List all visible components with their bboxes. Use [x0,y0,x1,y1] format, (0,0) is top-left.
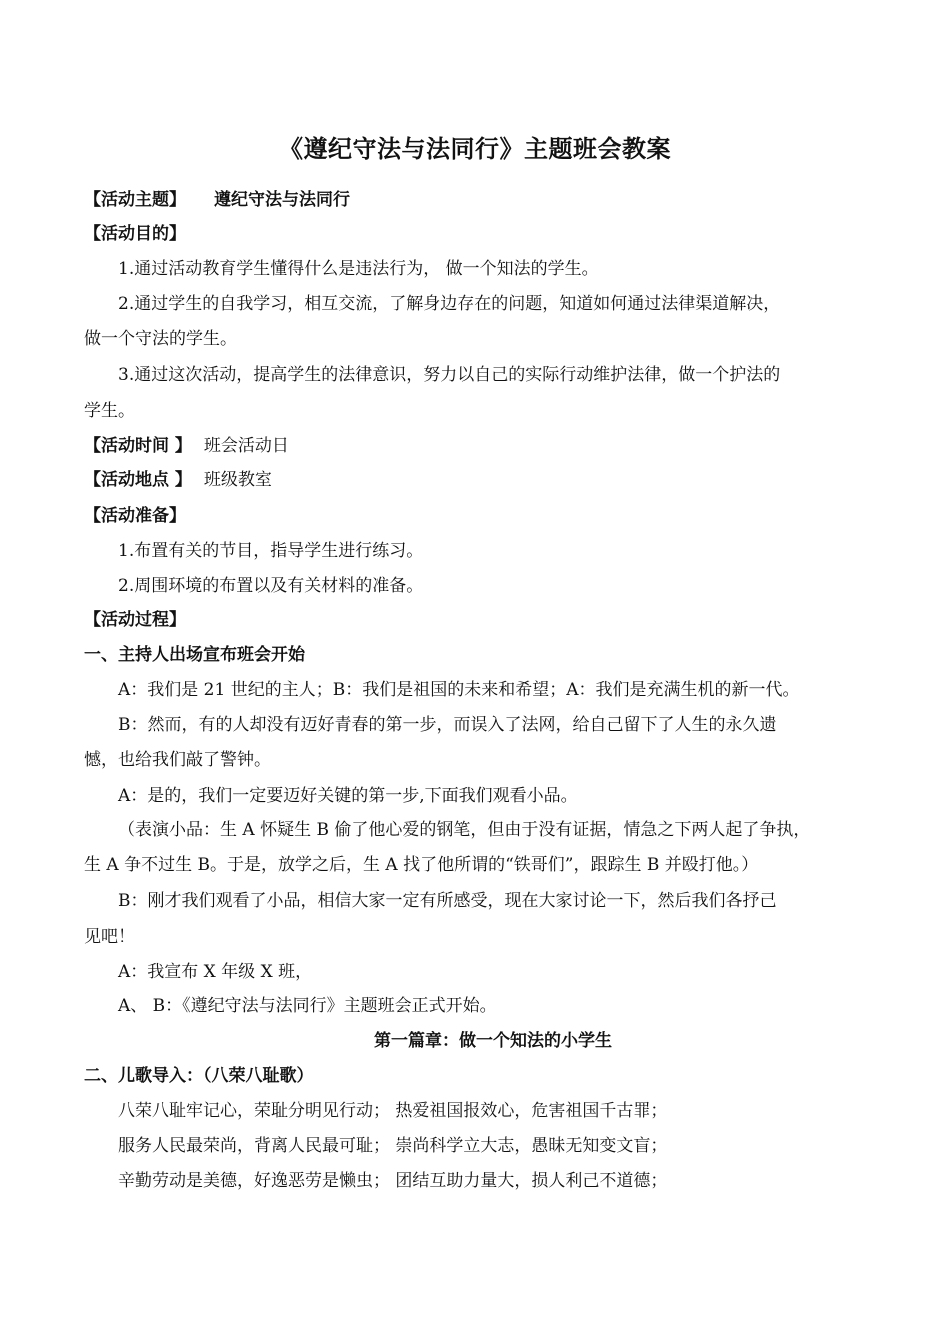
dialogue-paragraph-5-line-1: B：刚才我们观看了小品，相信大家一定有所感受，现在大家讨论一下，然后我们各抒己 [118,891,777,911]
activity-theme-label: 【活动主题】 [84,190,186,210]
prep-item-2: 2.周围环境的布置以及有关材料的准备。 [118,576,424,596]
dialogue-paragraph-7: A、 B：《遵纪守法与法同行》主题班会正式开始。 [118,996,497,1016]
dialogue-paragraph-2-line-2: 憾，也给我们敲了警钟。 [84,750,271,770]
purpose-item-2-line-1: 2.通过学生的自我学习，相互交流，了解身边存在的问题，知道如何通过法律渠道解决， [118,294,781,314]
purpose-item-3-line-1: 3.通过这次活动，提高学生的法律意识，努力以自己的实际行动维护法律，做一个护法的 [118,365,781,385]
section-1-heading: 一、主持人出场宣布班会开始 [84,645,305,665]
activity-place-value: 班级教室 [203,470,272,490]
activity-theme-row [84,188,350,212]
activity-time-label: 【活动时间 】 [84,436,192,456]
prep-item-1: 1.布置有关的节目，指导学生进行练习。 [118,541,424,561]
dialogue-paragraph-2-line-1: B：然而，有的人却没有迈好青春的第一步，而误入了法网，给自己留下了人生的永久遗 [118,715,777,735]
purpose-item-2-line-2: 做一个守法的学生。 [84,329,237,349]
activity-place-label: 【活动地点 】 [84,470,192,490]
activity-prep-label: 【活动准备】 [84,506,186,526]
song-line-1: 八荣八耻牢记心，荣耻分明见行动； 热爱祖国报效心，危害祖国千古罪； [118,1101,668,1121]
skit-paragraph-line-2: 生 A 争不过生 B。于是，放学之后，生 A 找了他所谓的“铁哥们”，跟踪生 B 并殴打他。） [84,855,759,875]
activity-time-value: 班会活动日 [203,436,289,456]
activity-process-label: 【活动过程】 [84,610,186,630]
chapter-1-heading: 第一篇章：做一个知法的小学生 [374,1031,612,1051]
dialogue-paragraph-1: A：我们是 21 世纪的主人；B：我们是祖国的未来和希望；A：我们是充满生机的新一代。 [118,680,800,700]
activity-time-row [84,434,289,458]
song-line-3: 辛勤劳动是美德，好逸恶劳是懒虫； 团结互助力量大，损人利己不道德； [118,1171,668,1191]
purpose-item-1: 1.通过活动教育学生懂得什么是违法行为， 做一个知法的学生。 [118,259,599,279]
document-title: 《遵纪守法与法同行》主题班会教案 [279,135,671,163]
song-line-2: 服务人民最荣尚，背离人民最可耻； 崇尚科学立大志，愚昧无知变文盲； [118,1136,668,1156]
activity-purpose-label: 【活动目的】 [84,224,186,244]
dialogue-paragraph-3: A：是的，我们一定要迈好关键的第一步,下面我们观看小品。 [118,786,578,806]
purpose-item-3-line-2: 学生。 [84,401,135,421]
activity-theme-value: 遵纪守法与法同行 [214,190,350,210]
dialogue-paragraph-5-line-2: 见吧！ [84,927,135,947]
dialogue-paragraph-6: A：我宣布 X 年级 X 班， [118,962,313,982]
activity-place-row [84,468,272,492]
skit-paragraph-line-1: （表演小品：生 A 怀疑生 B 偷了他心爱的钢笔，但由于没有证据，情急之下两人起了争执， [118,820,811,840]
section-2-heading: 二、儿歌导入：（八荣八耻歌） [84,1066,314,1086]
